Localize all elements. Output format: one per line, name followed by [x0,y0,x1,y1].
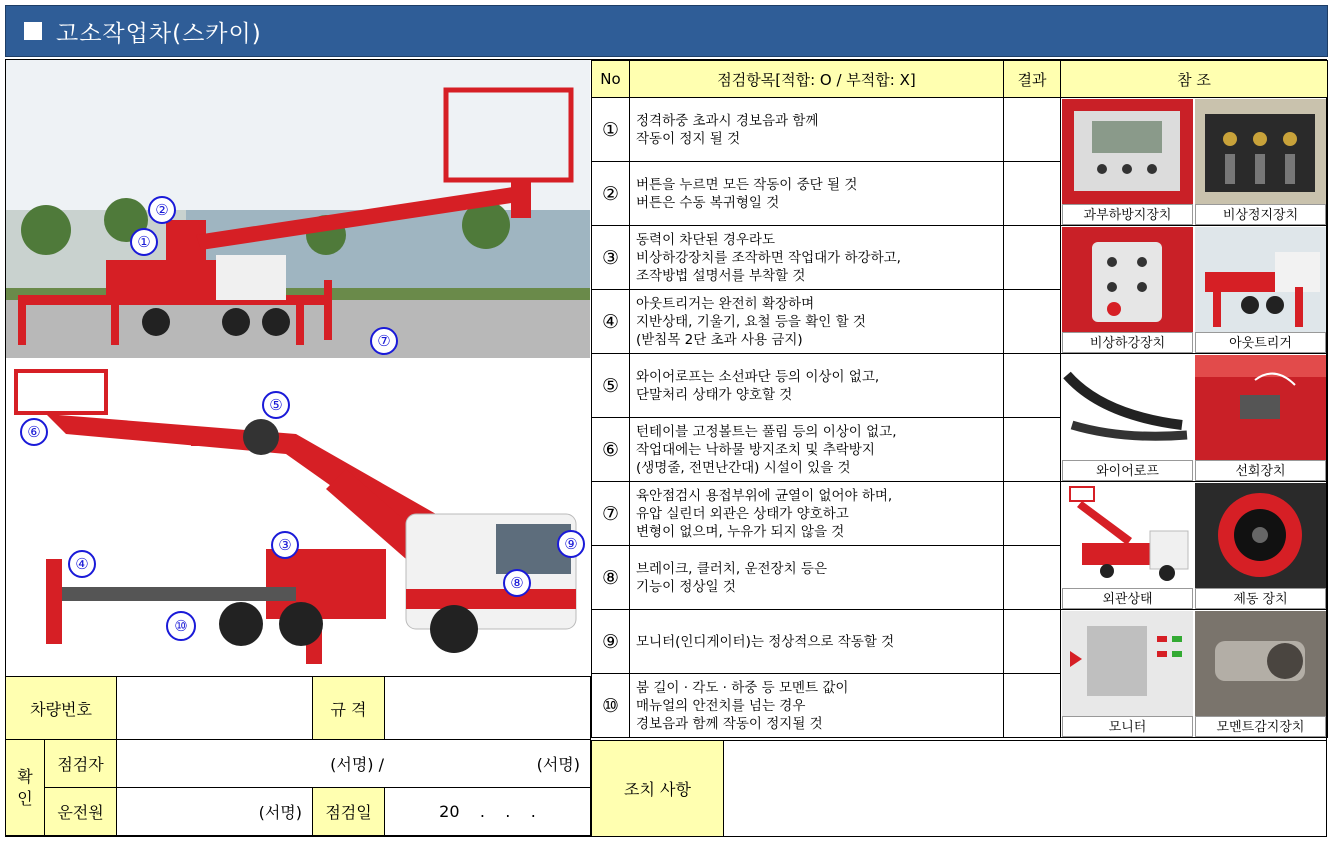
col-ref-header: 참 조 [1061,61,1328,98]
svg-text:①: ① [137,233,151,251]
result-cell[interactable] [1004,226,1061,290]
row-no: ① [592,98,630,162]
brake-device-photo: 제동 장치 [1195,483,1326,609]
result-cell[interactable] [1004,290,1061,354]
svg-text:⑩: ⑩ [174,617,188,635]
row-no: ⑦ [592,482,630,546]
result-cell[interactable] [1004,546,1061,610]
marker-3 [272,532,298,558]
result-cell[interactable] [1004,482,1061,546]
row-no: ⑨ [592,610,630,674]
ref-cell [1061,610,1328,738]
check-item: 버튼을 누르면 모든 작동이 중단 될 것 버튼은 수동 복귀형일 것 [630,162,1004,226]
date-label: 점검일 [313,788,385,836]
emergency-lowering-photo: 비상하강장치 [1062,227,1193,353]
result-cell[interactable] [1004,610,1061,674]
svg-text:⑧: ⑧ [510,574,524,592]
svg-text:②: ② [155,201,169,219]
result-cell[interactable] [1004,418,1061,482]
check-item: 턴테이블 고정볼트는 풀림 등의 이상이 없고, 작업대에는 낙하물 방지조치 및 추락방지 (생명줄, 전면난간대) 시설이 있을 것 [630,418,1004,482]
truck-photo-side [6,60,590,358]
row-no: ⑤ [592,354,630,418]
outrigger-photo: 아웃트리거 [1195,227,1326,353]
row-no: ④ [592,290,630,354]
svg-text:⑦: ⑦ [377,332,391,350]
col-no-header: No [592,61,630,98]
marker-6 [21,419,47,445]
emergency-stop-photo: 비상정지장치 [1195,99,1326,225]
col-item-header: 점검항목[적합: O / 부적합: X] [630,61,1004,98]
check-item: 브레이크, 클러치, 운전장치 등은 기능이 정상일 것 [630,546,1004,610]
ref-cell [1061,354,1328,482]
ref-cell [1061,226,1328,354]
check-item: 모니터(인디게이터)는 정상적으로 작동할 것 [630,610,1004,674]
marker-7 [371,328,397,354]
confirm-label: 확 인 [6,740,45,836]
monitor-photo: 모니터 [1062,611,1193,737]
check-item: 붐 길이 · 각도 · 하중 등 모멘트 값이 매뉴얼의 안전치를 넘는 경우 경보음과 함께 작동이 정지될 것 [630,674,1004,738]
truck-photo-front [6,359,590,675]
svg-text:⑤: ⑤ [269,396,283,414]
result-cell[interactable] [1004,98,1061,162]
check-item: 동력이 차단된 경우라도 비상하강장치를 조작하면 작업대가 하강하고, 조작방법 설명서를 부착할 것 [630,226,1004,290]
check-item: 아웃트리거는 완전히 확장하며 지반상태, 기울기, 요철 등을 확인 할 것 (받침목 2단 초과 사용 금지) [630,290,1004,354]
vehicle-no-field[interactable] [117,677,313,740]
ref-cell [1061,482,1328,610]
date-field[interactable]: 20 . . . [385,788,591,836]
vehicle-info-table [5,676,591,836]
ref-cell [1061,98,1328,226]
moment-sensor-photo: 모멘트감지장치 [1195,611,1326,737]
marker-10 [167,612,195,640]
page-header [5,5,1328,57]
action-field[interactable] [724,741,1327,837]
spec-field[interactable] [385,677,591,740]
overload-device-photo: 과부하방지장치 [1062,99,1193,225]
inspector-sign-field[interactable]: (서명) / (서명) [117,740,591,788]
action-table [591,740,1327,837]
wire-rope-photo: 와이어로프 [1062,355,1193,481]
driver-label: 운전원 [45,788,117,836]
row-no: ③ [592,226,630,290]
result-cell[interactable] [1004,354,1061,418]
col-result-header: 결과 [1004,61,1061,98]
marker-8 [504,570,530,596]
svg-text:⑥: ⑥ [27,423,41,441]
svg-text:④: ④ [75,555,89,573]
row-no: ⑩ [592,674,630,738]
slewing-device-photo: 선회장치 [1195,355,1326,481]
row-no: ② [592,162,630,226]
marker-1 [131,229,157,255]
driver-sign-field[interactable]: (서명) [117,788,313,836]
page-title: 고소작업차(스카이) [56,20,262,47]
row-no: ⑧ [592,546,630,610]
marker-4 [69,551,95,577]
square-bullet-icon [24,22,42,40]
check-item: 정격하중 초과시 경보음과 함께 작동이 정지 될 것 [630,98,1004,162]
check-item: 와이어로프는 소선파단 등의 이상이 없고, 단말처리 상태가 양호할 것 [630,354,1004,418]
inspector-label: 점검자 [45,740,117,788]
svg-text:③: ③ [278,536,292,554]
checklist-table [591,60,1328,738]
marker-5 [263,392,289,418]
check-item: 육안점검시 용접부위에 균열이 없어야 하며, 유압 실린더 외관은 상태가 양호하고 변형이 없으며, 누유가 되지 않을 것 [630,482,1004,546]
result-cell[interactable] [1004,674,1061,738]
row-no: ⑥ [592,418,630,482]
action-label: 조치 사항 [592,741,724,837]
exterior-photo: 외관상태 [1062,483,1193,609]
svg-text:⑨: ⑨ [564,535,578,553]
marker-2 [149,197,175,223]
spec-label: 규 격 [313,677,385,740]
marker-9 [558,531,584,557]
result-cell[interactable] [1004,162,1061,226]
vehicle-no-label: 차량번호 [6,677,117,740]
